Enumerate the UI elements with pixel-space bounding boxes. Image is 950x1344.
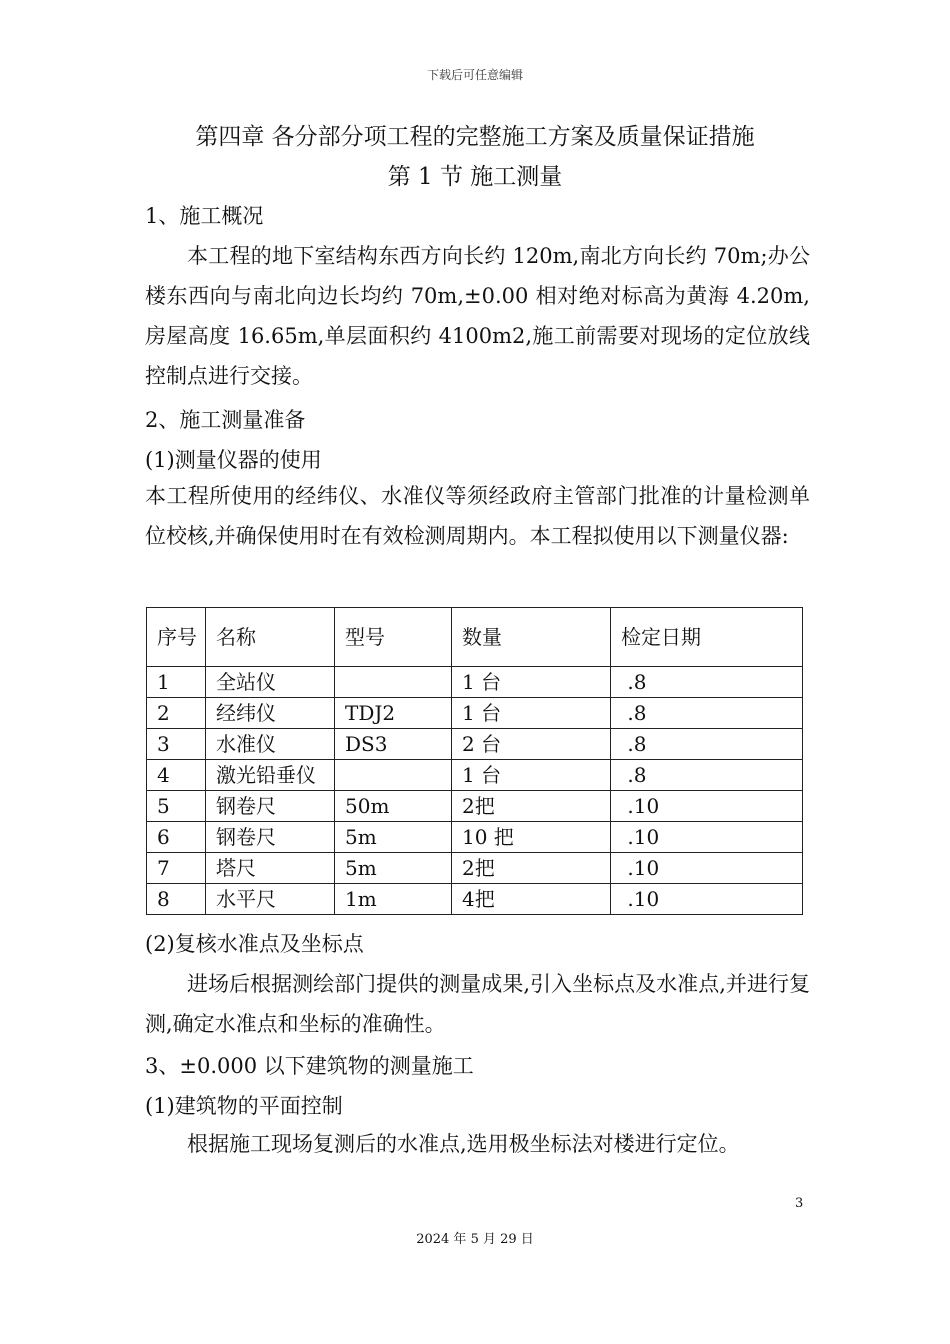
page-header-note: 下载后可任意编辑 (426, 68, 523, 82)
table-row (147, 698, 803, 729)
table-cell: 1 台 (452, 760, 611, 791)
table-cell: .8 (611, 698, 803, 729)
table-row (147, 760, 803, 791)
page-number: 3 (795, 1196, 804, 1211)
table-cell: .8 (611, 729, 803, 760)
plane-control-paragraph: 根据施工现场复测后的水准点,选用极坐标法对楼进行定位。 (187, 1132, 740, 1156)
table-cell: 1 (147, 667, 206, 698)
table-cell: .10 (611, 791, 803, 822)
table-cell: 4 (147, 760, 206, 791)
subheading-instrument-use: (1)测量仪器的使用 (145, 448, 322, 472)
table-row (147, 729, 803, 760)
table-row (147, 853, 803, 884)
table-cell: 3 (147, 729, 206, 760)
header-cell-index: 序号 (147, 608, 206, 667)
table-cell: 1 台 (452, 698, 611, 729)
table-cell: 7 (147, 853, 206, 884)
instrument-paragraph: 本工程所使用的经纬仪、水准仪等须经政府主管部门批准的计量检测单位校核,并确保使用时在有效检测周期内。本工程拟使用以下测量仪器: (145, 484, 810, 548)
overview-paragraph: 本工程的地下室结构东西方向长约 120m,南北方向长约 70m;办公楼东西向与南北向边长均约 70m,±0.00 相对绝对标高为黄海 4.20m,房屋高度 16.65m,单层面积约 4100m2,施工前需要对现场的定位放线控制点进行交接。 (145, 244, 810, 388)
table-cell: 钢卷尺 (206, 822, 335, 853)
heading-survey-preparation: 2、施工测量准备 (145, 408, 306, 432)
table-cell: 1 台 (452, 667, 611, 698)
table-cell: 2 (147, 698, 206, 729)
table-cell: .10 (611, 822, 803, 853)
subheading-benchmark-check: (2)复核水准点及坐标点 (145, 932, 364, 956)
heading-construction-overview: 1、施工概况 (145, 204, 264, 228)
table-cell: 5m (335, 822, 452, 853)
instrument-table (146, 607, 803, 915)
header-cell-model: 型号 (335, 608, 452, 667)
table-cell: 2把 (452, 853, 611, 884)
table-cell: 水准仪 (206, 729, 335, 760)
table-header-row (147, 608, 803, 667)
table-cell: 4把 (452, 884, 611, 915)
table-cell: 10 把 (452, 822, 611, 853)
table-cell: 全站仪 (206, 667, 335, 698)
table-cell: 2把 (452, 791, 611, 822)
benchmark-paragraph: 进场后根据测绘部门提供的测量成果,引入坐标点及水准点,并进行复测,确定水准点和坐标的准确性。 (145, 972, 810, 1036)
chapter-title: 第四章 各分部分项工程的完整施工方案及质量保证措施 (195, 124, 755, 150)
table-cell: 经纬仪 (206, 698, 335, 729)
footer-date: 2024 年 5 月 29 日 (416, 1232, 534, 1247)
table-cell: 5m (335, 853, 452, 884)
table-row (147, 884, 803, 915)
table-row (147, 667, 803, 698)
table-cell: DS3 (335, 729, 452, 760)
table-cell: 1m (335, 884, 452, 915)
header-cell-quantity: 数量 (452, 608, 611, 667)
table-cell: .10 (611, 853, 803, 884)
table-row (147, 791, 803, 822)
header-cell-name: 名称 (206, 608, 335, 667)
table-cell: TDJ2 (335, 698, 452, 729)
table-cell: 8 (147, 884, 206, 915)
table-cell (335, 760, 452, 791)
table-cell: .10 (611, 884, 803, 915)
table-row (147, 822, 803, 853)
table-cell: 激光铅垂仪 (206, 760, 335, 791)
subheading-plane-control: (1)建筑物的平面控制 (145, 1094, 343, 1118)
table-cell: 50m (335, 791, 452, 822)
heading-below-zero-survey: 3、±0.000 以下建筑物的测量施工 (145, 1054, 474, 1078)
table-cell: 6 (147, 822, 206, 853)
header-cell-calibration-date: 检定日期 (611, 608, 803, 667)
table-cell: .8 (611, 667, 803, 698)
table-cell: 2 台 (452, 729, 611, 760)
section-title: 第 1 节 施工测量 (387, 164, 563, 190)
table-cell: 5 (147, 791, 206, 822)
table-cell: .8 (611, 760, 803, 791)
table-cell (335, 667, 452, 698)
table-cell: 钢卷尺 (206, 791, 335, 822)
table-cell: 塔尺 (206, 853, 335, 884)
table-cell: 水平尺 (206, 884, 335, 915)
